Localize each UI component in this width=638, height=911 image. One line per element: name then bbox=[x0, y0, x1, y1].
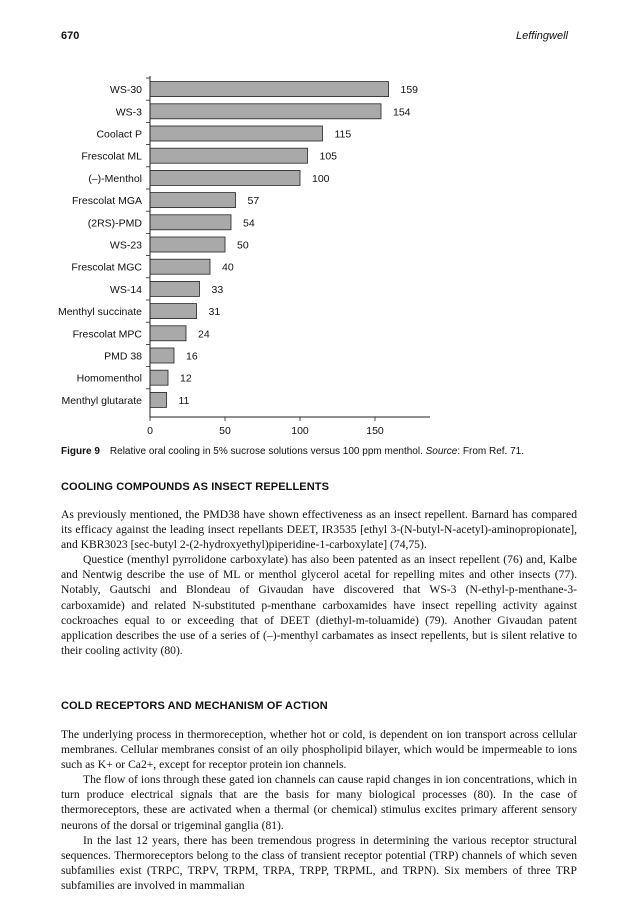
bar-(2RS)-PMD bbox=[150, 215, 231, 230]
value-label: 50 bbox=[237, 239, 249, 252]
category-label: WS-30 bbox=[109, 84, 142, 97]
value-label: 115 bbox=[334, 128, 352, 141]
category-label: (–)-Menthol bbox=[88, 172, 142, 185]
x-tick-label: 0 bbox=[147, 425, 153, 437]
figure-source-label: Source bbox=[425, 446, 458, 457]
running-author: Leffingwell bbox=[516, 30, 568, 42]
paragraph: The underlying process in thermoreception, whether hot or cold, is dependent on ion transport across cellular membranes. Cellular membranes consist of an oily phospholipid bilayer, which would be impermeable to ions such as K+ or Ca2+, except for receptor protein ion channels. bbox=[61, 728, 577, 772]
value-label: 54 bbox=[243, 217, 255, 230]
category-label: WS-3 bbox=[115, 106, 142, 119]
section-cold-receptors bbox=[61, 727, 577, 893]
x-tick-label: 150 bbox=[366, 425, 384, 437]
category-label: Frescolat MGA bbox=[71, 195, 142, 208]
category-label: Menthyl glutarate bbox=[61, 394, 142, 407]
bar-Frescolat ML bbox=[150, 148, 308, 163]
bar-Coolact P bbox=[150, 126, 323, 141]
bar-Frescolat MGC bbox=[150, 259, 210, 274]
value-label: 57 bbox=[247, 195, 260, 208]
paragraph: The flow of ions through these gated ion channels can cause rapid changes in ion concentrations, which in turn produce electrical signals that are the basis for many biological processes (80). In the case of thermoreceptors, these are activated when a thermal (or chemical) stimulus excites primary afferent sensory neurons of the dorsal or trigeminal ganglia (81). bbox=[61, 773, 577, 832]
value-label: 154 bbox=[393, 106, 411, 119]
section-insect-repellents bbox=[61, 507, 577, 658]
category-label: WS-23 bbox=[109, 239, 142, 252]
paragraph: As previously mentioned, the PMD38 have shown effectiveness as an insect repellent. Barnard has compared its efficacy against the leading insect repellants DEET, IR3535 [ethyl 3-(N-butyl-N-acetyl)-aminopropionate], and KBR3023 [sec-butyl 2-(2-hydroxyethyl)piperidine-1-carboxylate] (74,75). bbox=[61, 508, 577, 552]
bar-WS-23 bbox=[150, 237, 225, 252]
category-label: PMD 38 bbox=[104, 350, 142, 363]
bar-WS-14 bbox=[150, 281, 200, 296]
value-label: 40 bbox=[222, 261, 234, 274]
category-label: Coolact P bbox=[96, 128, 142, 141]
value-label: 33 bbox=[211, 283, 224, 296]
paragraph: In the last 12 years, there has been tremendous progress in determining the various receptor structural sequences. Thermoreceptors belong to the class of transient receptor potential (TRP) channels of which seven subfamilies exist (TRPC, TRPV, TRPM, TRPA, TRPP, TRPML, and TRPN). Six members of three TRP subfamilies are involved in mammalian bbox=[61, 833, 577, 892]
bar-WS-30 bbox=[150, 82, 389, 97]
x-tick-label: 100 bbox=[291, 425, 309, 437]
value-label: 159 bbox=[400, 84, 419, 97]
x-tick-label: 50 bbox=[219, 425, 231, 437]
value-label: 16 bbox=[186, 350, 198, 363]
value-label: 100 bbox=[312, 172, 330, 185]
bar-Frescolat MGA bbox=[150, 193, 236, 208]
bar-PMD 38 bbox=[150, 348, 174, 363]
category-label: WS-14 bbox=[109, 283, 142, 296]
figure-source-text: : From Ref. 71. bbox=[457, 446, 525, 457]
figure-label: Figure 9 bbox=[61, 446, 100, 457]
category-label: (2RS)-PMD bbox=[87, 217, 142, 230]
page-number: 670 bbox=[61, 30, 80, 42]
value-label: 24 bbox=[198, 328, 210, 341]
running-header bbox=[61, 30, 568, 46]
bar-Menthyl succinate bbox=[150, 304, 197, 319]
value-label: 105 bbox=[319, 150, 338, 163]
bar-chart bbox=[0, 70, 638, 440]
bar-Homomenthol bbox=[150, 370, 168, 385]
category-label: Homomenthol bbox=[76, 372, 142, 385]
bar-Frescolat MPC bbox=[150, 326, 186, 341]
paragraph: Questice (menthyl pyrrolidone carboxylate) has also been patented as an insect repellent (76) and, Kalbe and Nentwig describe the use of ML or menthol glycerol acetal for repelling mites and other insects (77). Notably, Gautschi and Blondeau of Givaudan have discovered that WS-3 (N-ethyl-p-menthane-3-carboxamide) and related N-substituted p-menthane carboxamides have insect repelling activity against cockroaches equal to or exceeding that of DEET (diethyl-m-toluamide) (79). Another Givaudan patent application describes the use of a series of (–)-menthyl carbamates as insect repellents, but is silent relative to their cooling activity (80). bbox=[61, 553, 577, 657]
figure-caption bbox=[61, 445, 571, 458]
category-label: Frescolat ML bbox=[81, 150, 142, 163]
category-label: Menthyl succinate bbox=[57, 306, 142, 319]
bar-Menthyl glutarate bbox=[150, 392, 167, 407]
value-label: 12 bbox=[180, 372, 192, 385]
section-heading-insect-repellents: COOLING COMPOUNDS AS INSECT REPELLENTS bbox=[61, 481, 330, 493]
bar-WS-3 bbox=[150, 104, 381, 119]
value-label: 31 bbox=[208, 306, 221, 319]
bar-(–)-Menthol bbox=[150, 170, 300, 185]
section-heading-cold-receptors: COLD RECEPTORS AND MECHANISM OF ACTION bbox=[61, 700, 328, 712]
category-label: Frescolat MGC bbox=[71, 261, 142, 274]
category-label: Frescolat MPC bbox=[72, 328, 142, 341]
value-label: 11 bbox=[178, 394, 190, 407]
figure-caption-text: Relative oral cooling in 5% sucrose solutions versus 100 ppm menthol. bbox=[109, 446, 423, 457]
